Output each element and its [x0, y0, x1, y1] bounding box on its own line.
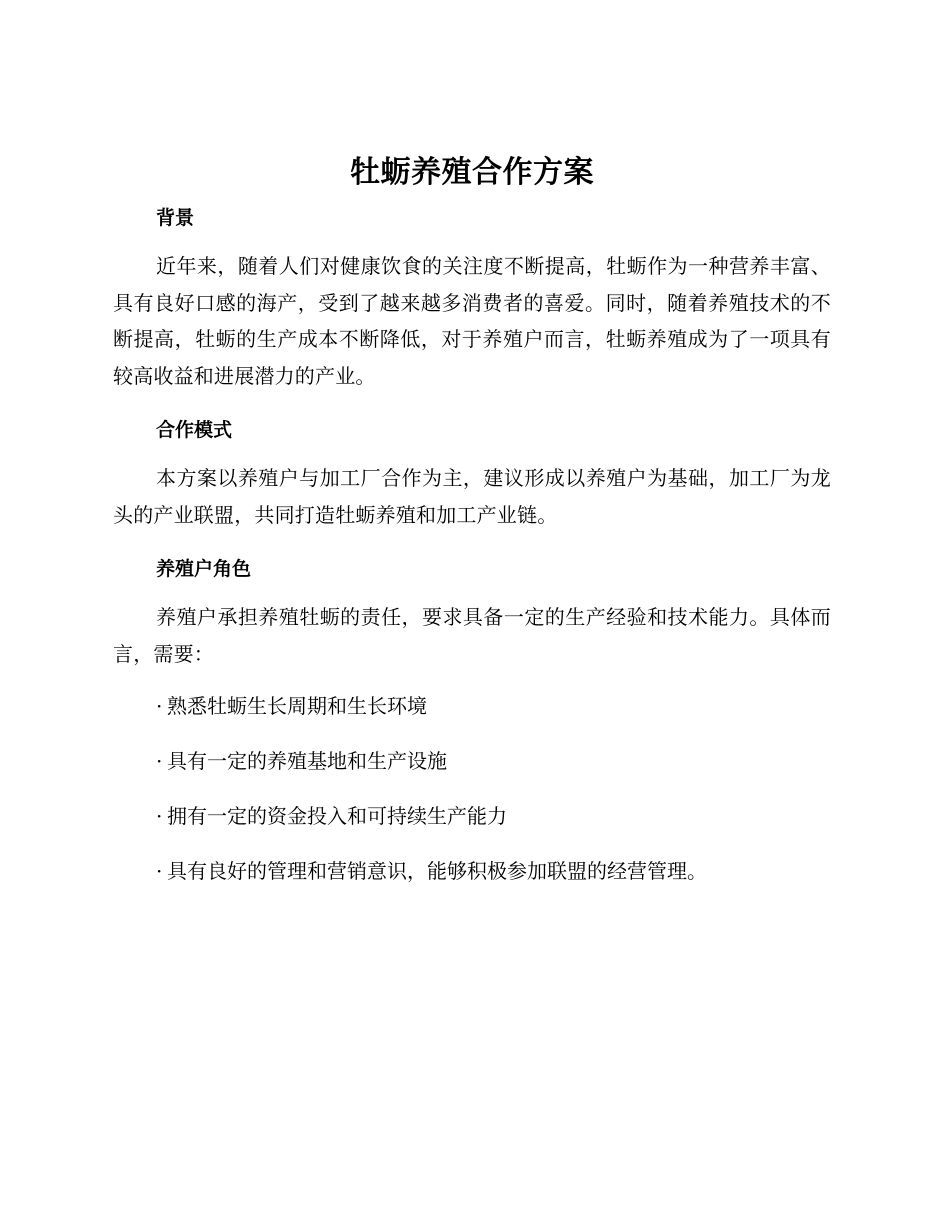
farmer-requirements-list — [113, 688, 831, 889]
list-item-text: 具有良好的管理和营销意识，能够积极参加联盟的经营管理。 — [167, 859, 707, 883]
document-title: 牡蛎养殖合作方案 — [350, 155, 594, 190]
bullet-marker: · — [156, 859, 163, 883]
bullet-marker: · — [156, 694, 163, 718]
bullet-marker: · — [156, 804, 163, 828]
list-item — [113, 798, 831, 834]
paragraph-background: 近年来，随着人们对健康饮食的关注度不断提高，牡蛎作为一种营养丰富、具有良好口感的海产，受到了越来越多消费者的喜爱。同时，随着养殖技术的不断提高，牡蛎的生产成本不断降低，对于养殖户而言，牡蛎养殖成为了一项具有较高收益和进展潜力的产业。 — [113, 254, 831, 388]
spacer — [113, 448, 831, 460]
section-farmer-role — [113, 551, 831, 889]
list-item-text: 熟悉牡蛎生长周期和生长环境 — [167, 694, 427, 718]
section-heading-background: 背景 — [156, 207, 195, 229]
list-item — [113, 688, 831, 724]
list-item — [113, 853, 831, 889]
spacer — [113, 394, 831, 412]
paragraph-cooperation-mode: 本方案以养殖户与加工厂合作为主，建议形成以养殖户为基础，加工厂为龙头的产业联盟，共同打造牡蛎养殖和加工产业链。 — [113, 466, 831, 527]
spacer — [113, 672, 831, 688]
paragraph-farmer-role: 养殖户承担养殖牡蛎的责任，要求具备一定的生产经验和技术能力。具体而言，需要： — [113, 605, 831, 666]
spacer — [113, 236, 831, 248]
spacer — [113, 533, 831, 551]
list-item-text: 具有一定的养殖基地和生产设施 — [167, 749, 447, 773]
section-cooperation-mode — [113, 412, 831, 533]
list-item — [113, 743, 831, 779]
section-background — [113, 200, 831, 394]
spacer — [113, 587, 831, 599]
bullet-marker: · — [156, 749, 163, 773]
section-heading-cooperation-mode: 合作模式 — [156, 419, 233, 441]
section-heading-farmer-role: 养殖户角色 — [156, 558, 252, 580]
document-page — [113, 150, 831, 908]
list-item-text: 拥有一定的资金投入和可持续生产能力 — [167, 804, 507, 828]
